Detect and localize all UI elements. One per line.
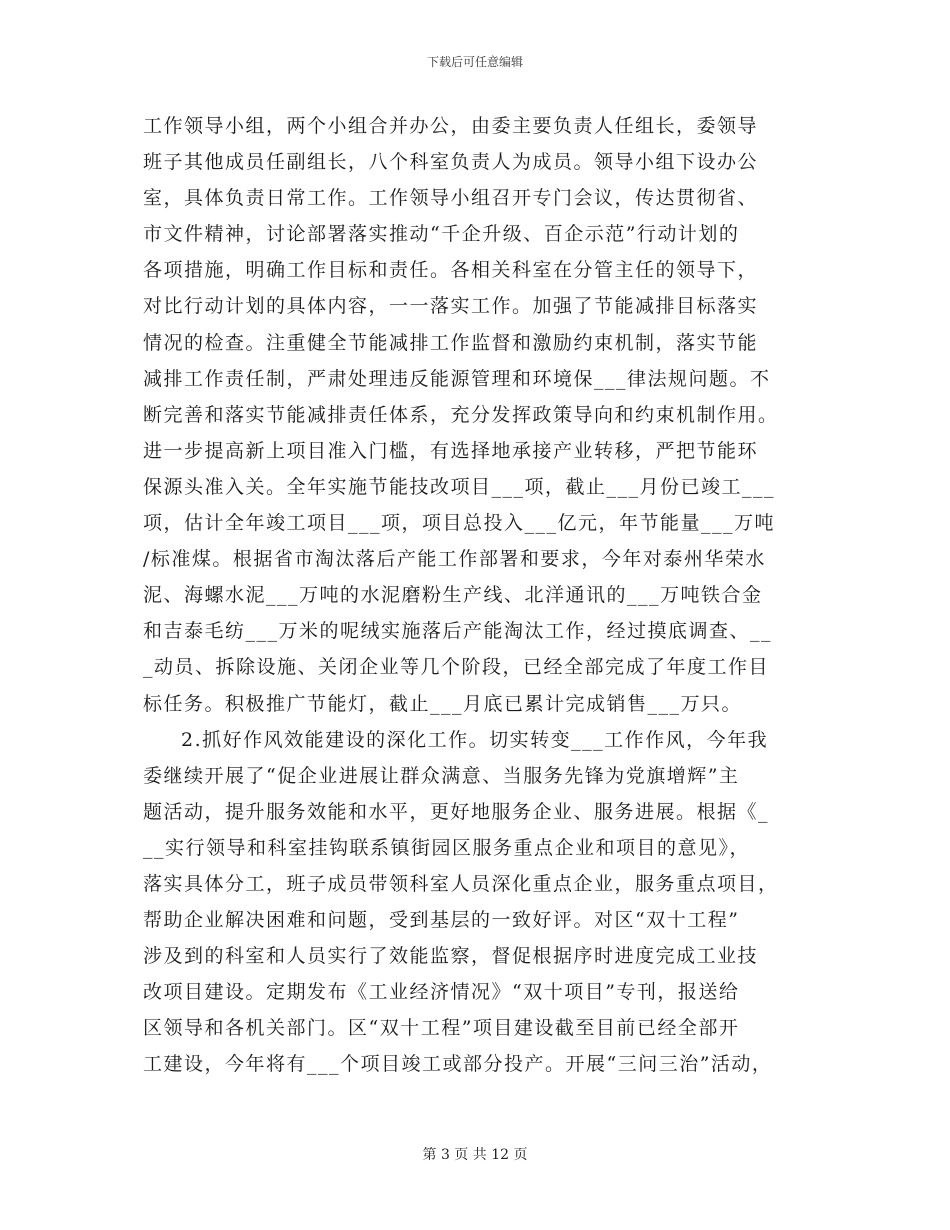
text-line: 题活动，提升服务效能和水平，更好地服务企业、服务进展。根据《_	[143, 800, 770, 823]
text-line: 泥、海螺水泥___万吨的水泥磨粉生产线、北洋通讯的___万吨铁合金	[143, 584, 763, 607]
page-header-note: 下载后可任意编辑	[426, 55, 523, 69]
text-line: 标任务。积极推广节能灯，截止___月底已累计完成销售___万只。	[143, 692, 743, 715]
text-line: _动员、拆除设施、关闭企业等几个阶段，已经全部完成了年度工作目	[143, 656, 770, 679]
text-line: 改项目建设。定期发布《工业经济情况》“双十项目”专刊，报送给	[143, 981, 740, 1004]
text-line: 情况的检查。注重健全节能减排工作监督和激励约束机制，落实节能	[143, 331, 759, 354]
text-line: 室，具体负责日常工作。工作领导小组召开专门会议，传达贯彻省、	[143, 187, 759, 210]
text-line: 各项措施，明确工作目标和责任。各相关科室在分管主任的领导下，	[143, 259, 759, 282]
document-body	[143, 108, 811, 1083]
text-line: 涉及到的科室和人员实行了效能监察，督促根据序时进度完成工业技	[143, 945, 759, 968]
page-number: 第 3 页 共 12 页	[422, 1147, 528, 1163]
text-line: 落实具体分工，班子成员带领科室人员深化重点企业，服务重点项目，	[143, 872, 779, 895]
text-line: 减排工作责任制，严肃处理违反能源管理和环境保___律法规问题。不	[143, 367, 771, 390]
text-line: 项，估计全年竣工项目___项，项目总投入___亿元，年节能量___万吨	[143, 512, 776, 535]
text-line: 区领导和各机关部门。区“双十工程”项目建设截至目前已经全部开	[143, 1017, 740, 1040]
text-line: __实行领导和科室挂钩联系镇街园区服务重点企业和项目的意见》，	[143, 836, 751, 859]
text-line: 断完善和落实节能减排责任体系，充分发挥政策导向和约束机制作用。	[143, 403, 779, 426]
text-line: 和吉泰毛纺___万米的呢绒实施落后产能淘汰工作，经过摸底调查、__	[143, 620, 773, 643]
text-line: 对比行动计划的具体内容，一一落实工作。加强了节能减排目标落实	[143, 295, 759, 318]
paragraph-start-line: 2.抓好作风效能建设的深化工作。切实转变___工作作风，今年我	[181, 728, 769, 751]
text-line: 进一步提高新上项目准入门槛，有选择地承接产业转移，严把节能环	[143, 439, 759, 462]
text-line: 工作领导小组，两个小组合并办公，由委主要负责人任组长，委领导	[143, 115, 759, 137]
text-line: 保源头准入关。全年实施节能技改项目___项，截止___月份已竣工___	[143, 475, 776, 498]
text-line: 市文件精神，讨论部署落实推动“千企升级、百企示范”行动计划的	[143, 223, 740, 246]
text-line: /标准煤。根据省市淘汰落后产能工作部署和要求，今年对泰州华荣水	[143, 548, 766, 571]
text-line: 帮助企业解决困难和问题，受到基层的一致好评。对区“双十工程”	[143, 909, 740, 932]
text-line: 工建设，今年将有___个项目竣工或部分投产。开展“三问三治”活动，	[143, 1053, 773, 1076]
text-line: 委继续开展了“促企业进展让群众满意、当服务先锋为党旗增辉”主	[143, 764, 740, 787]
text-line: 班子其他成员任副组长，八个科室负责人为成员。领导小组下设办公	[143, 151, 759, 174]
